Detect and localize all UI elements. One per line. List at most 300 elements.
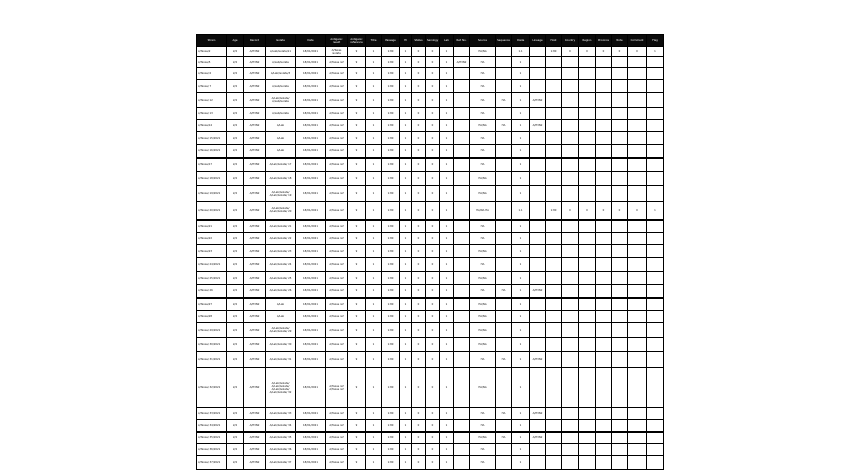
table-cell: 9 [348,456,366,470]
table-cell: A/Texas/ 30/2021 [197,338,227,352]
table-cell: A/H3N2 [244,338,266,352]
table-cell [647,186,664,202]
table-cell [628,298,647,311]
table-cell: A/Lab/Isolate [266,108,296,120]
table-cell [612,57,628,68]
table-cell: A/Texas/ 12 [197,93,227,108]
table-row [197,420,664,432]
table-cell [530,186,546,202]
table-cell: 1:80 [382,80,400,93]
table-cell [562,158,579,172]
table-row [197,220,664,233]
table-cell: 1 [400,432,412,444]
table-cell: 1 [440,132,454,145]
table-cell: 9 [348,298,366,311]
table-cell: 0 [426,352,440,368]
table-cell: HA [496,285,512,298]
table-cell: HA/NA [470,298,496,311]
table-cell [647,272,664,285]
table-cell: HA [470,80,496,93]
table-cell: 1 [440,368,454,408]
table-cell [647,285,664,298]
table-cell: A/Lab/Isolate/ 30 [266,338,296,352]
table-cell: 1 [512,352,530,368]
table-cell [628,233,647,245]
table-cell [562,233,579,245]
table-cell [496,368,512,408]
table-body [197,47,664,470]
table-cell: 1 [440,68,454,80]
table-cell [546,172,562,186]
table-cell: 0 [426,186,440,202]
table-cell: 18/01/2021 [296,80,326,93]
table-cell: 1 [440,456,454,470]
table-cell: A/Texas ref [326,285,348,298]
table-cell: 1:80 [382,172,400,186]
table-cell: A/Lab [266,132,296,145]
table-cell: 0 [412,444,426,456]
table-cell: 18/01/2021 [296,245,326,258]
table-cell: 1:80 [382,420,400,432]
table-cell [454,272,470,285]
table-cell [612,245,628,258]
table-cell [628,120,647,132]
table-cell [546,108,562,120]
table-cell: A/Texas/ 32/2021 [197,368,227,408]
table-cell: 1:80 [382,432,400,444]
table-cell: 1 [366,108,382,120]
table-cell: 18/01/2021 [296,368,326,408]
table-cell: 1 [400,285,412,298]
table-cell: HA/NA [470,338,496,352]
table-row [197,456,664,470]
table-cell: A/Lab/Isolate/ 25 [266,272,296,285]
column-header: HI [400,35,412,47]
table-cell [612,120,628,132]
column-header: Date [296,35,326,47]
table-cell: A/Lab/Isolate [266,57,296,68]
table-cell: 1 [512,432,530,444]
table-cell: 9 [348,47,366,57]
table-cell: A/Texas ref [326,80,348,93]
table-cell [562,220,579,233]
table-cell [628,245,647,258]
table-cell [612,311,628,323]
table-cell: 1 [440,272,454,285]
table-cell: 1 [366,456,382,470]
table-row [197,57,664,68]
table-cell: 0 [412,352,426,368]
table-cell: 1 [366,368,382,408]
table-cell: 1 [366,172,382,186]
table-cell: 1 [366,47,382,57]
table-cell: A/Texas/23 [197,245,227,258]
table-cell: 18/01/2021 [296,220,326,233]
table-cell: 1 [440,258,454,272]
column-header: Record [244,35,266,47]
table-cell: 1 [512,408,530,420]
table-cell: 1 [440,233,454,245]
table-cell [562,258,579,272]
table-cell [546,408,562,420]
table-cell [496,172,512,186]
table-row [197,186,664,202]
table-cell: 2/4 [227,158,244,172]
table-row [197,272,664,285]
table-cell: A/Texas ref [326,352,348,368]
table-cell: 2/4 [227,68,244,80]
table-cell: 18/01/2021 [296,233,326,245]
table-cell [454,285,470,298]
table-cell: A/Texas/ 26 [197,285,227,298]
table-cell: A/Lab/Isolate/ A/Lab/Isolate/ 20 [266,202,296,220]
table-cell: 1 [512,80,530,93]
table-cell [628,68,647,80]
table-cell [546,338,562,352]
table-cell [579,258,596,272]
table-cell: A/Texas ref [326,220,348,233]
table-cell: A/H3N2 [244,80,266,93]
table-cell [596,272,612,285]
table-cell: 18/01/2021 [296,420,326,432]
table-cell [579,186,596,202]
table-cell: 18/01/2021 [296,47,326,57]
table-cell: 18/01/2021 [296,323,326,338]
table-cell [496,220,512,233]
table-row [197,323,664,338]
table-cell: 1 [512,272,530,285]
table-cell [596,220,612,233]
table-cell [628,323,647,338]
table-cell: 1 [366,68,382,80]
table-cell [496,145,512,158]
table-cell: HA [470,158,496,172]
table-header [197,35,664,47]
table-cell [562,272,579,285]
table-cell: 0 [426,108,440,120]
table-cell: A/Lab/Isolate/ 33 [266,408,296,420]
table-cell: A/Lab/Isolate/ A/Lab/Isolate/ A/Lab/Isolate/ A/Lab/Isolate/ 32 [266,368,296,408]
table-cell [647,68,664,80]
table-cell [579,338,596,352]
table-cell [596,408,612,420]
table-cell [612,432,628,444]
table-cell [628,258,647,272]
table-row [197,233,664,245]
table-cell: 1 [366,323,382,338]
table-cell: 2/4 [227,145,244,158]
table-cell: 0 [412,432,426,444]
table-cell [647,120,664,132]
table-cell: 0 [412,245,426,258]
table-cell: A/H3N2 [244,120,266,132]
table-cell: 1 [440,352,454,368]
table-cell: 0 [412,323,426,338]
table-cell: 0 [426,233,440,245]
table-cell: HA/NA [470,432,496,444]
table-cell: 1:80 [382,202,400,220]
table-cell: HA/NA [470,186,496,202]
table-cell: 1.1 [512,202,530,220]
table-cell [546,285,562,298]
table-cell: HA/NA [470,311,496,323]
table-cell [546,220,562,233]
table-cell: 18/01/2021 [296,298,326,311]
table-cell: HA/NA [470,47,496,57]
table-cell: 0 [426,158,440,172]
table-cell: A/H3N2 [244,172,266,186]
table-cell: A/Texas ref [326,57,348,68]
table-cell [454,47,470,57]
table-cell [496,311,512,323]
table-cell: 0 [412,68,426,80]
table-cell [596,57,612,68]
table-cell: 0 [426,145,440,158]
table-cell [579,432,596,444]
table-cell [647,132,664,145]
table-cell: A/Lab/Isolate/ 23 [266,245,296,258]
table-cell [562,120,579,132]
table-cell [496,272,512,285]
table-row [197,298,664,311]
table-cell: A/H3N2 [244,68,266,80]
table-cell: 1 [366,338,382,352]
table-cell [454,158,470,172]
column-header: Ref. No. [454,35,470,47]
table-cell [496,132,512,145]
table-cell: 1 [440,172,454,186]
table-cell [562,352,579,368]
table-cell: 1 [400,186,412,202]
table-cell [530,311,546,323]
column-header: Isolate [266,35,296,47]
table-cell [579,272,596,285]
table-cell: A/Texas ref [326,432,348,444]
data-table-container [196,34,663,470]
table-cell: 1 [400,80,412,93]
table-cell: A/Texas ref [326,245,348,258]
table-cell: A/Texas ref [326,311,348,323]
header-row [197,35,664,47]
table-cell: 0 [426,258,440,272]
table-cell: 18/01/2021 [296,285,326,298]
table-cell: 1 [400,220,412,233]
table-cell: 0 [426,245,440,258]
table-cell: A/Texas/ 24/2021 [197,258,227,272]
table-cell: 1 [400,68,412,80]
table-cell [596,298,612,311]
table-cell: 1 [647,47,664,57]
table-cell [496,420,512,432]
table-cell: 18/01/2021 [296,272,326,285]
table-cell [612,298,628,311]
data-table [196,34,664,470]
table-cell [562,368,579,408]
table-cell: 1 [366,57,382,68]
table-cell: 1 [366,420,382,432]
table-cell: 0 [579,202,596,220]
table-cell: 1 [366,272,382,285]
table-cell: A/Texas/ 15/2021 [197,132,227,145]
table-cell [496,158,512,172]
table-cell: A/Texas/ 13 [197,108,227,120]
table-cell [596,233,612,245]
table-cell: 9 [348,172,366,186]
table-cell: A/Texas ref [326,323,348,338]
table-cell: A/Texas ref [326,444,348,456]
column-header: Titre [366,35,382,47]
table-cell: A/Texas isolate [326,47,348,57]
table-cell: A/H3N2 [244,285,266,298]
table-row [197,93,664,108]
column-header: Age [227,35,244,47]
table-cell: 0 [562,47,579,57]
table-cell: 1:80 [382,456,400,470]
table-cell: A/Texas/ 25/2021 [197,272,227,285]
table-cell: 0 [426,311,440,323]
table-row [197,108,664,120]
table-cell [496,233,512,245]
table-cell: 18/01/2021 [296,352,326,368]
table-cell [546,145,562,158]
table-cell: HA/NA [470,172,496,186]
table-cell [628,311,647,323]
table-cell: A/Lab/Isolate/ 21 [266,220,296,233]
table-cell: A/H3N2 [244,368,266,408]
table-cell: A/Texas/ 19/2021 [197,186,227,202]
table-cell [647,323,664,338]
table-cell: 2/4 [227,186,244,202]
table-cell: A/Lab/Isolate/ A/Lab/Isolate/ 29 [266,323,296,338]
table-cell: 1 [366,145,382,158]
table-cell [647,233,664,245]
table-cell: A/Lab [266,145,296,158]
table-cell: 0 [426,57,440,68]
table-cell: 9 [348,408,366,420]
table-cell: 9 [348,120,366,132]
table-cell: 9 [348,432,366,444]
table-cell [596,93,612,108]
table-cell: 0 [612,47,628,57]
table-cell: 0 [412,57,426,68]
table-cell: 18/01/2021 [296,57,326,68]
table-cell: 1 [512,186,530,202]
table-cell: A/Texas ref [326,456,348,470]
table-cell: 0 [426,368,440,408]
table-cell: 1 [366,258,382,272]
table-cell [546,323,562,338]
table-cell: A/Lab/Isolate/ 17 [266,158,296,172]
table-cell: 1 [400,258,412,272]
table-cell [579,93,596,108]
table-cell: 2/4 [227,352,244,368]
table-cell: 1:80 [382,93,400,108]
table-cell [612,68,628,80]
table-cell [628,456,647,470]
table-cell: 0 [426,220,440,233]
table-cell: 2/4 [227,408,244,420]
table-cell [562,68,579,80]
table-cell [496,57,512,68]
table-cell: 0 [426,338,440,352]
table-cell: 2/4 [227,80,244,93]
table-cell: 1 [400,338,412,352]
table-cell [628,285,647,298]
table-cell: A/H3N2 [244,323,266,338]
table-cell [496,202,512,220]
table-row [197,368,664,408]
table-cell: 1:80 [382,120,400,132]
table-cell [579,285,596,298]
table-cell: 1 [440,420,454,432]
table-cell: 2/4 [227,444,244,456]
table-cell: 2/4 [227,311,244,323]
table-cell: 1 [440,323,454,338]
table-cell [596,186,612,202]
table-cell: 1 [512,285,530,298]
table-cell: 0 [579,47,596,57]
table-cell: 1 [400,202,412,220]
table-cell [562,408,579,420]
table-cell [596,338,612,352]
table-cell: HA/NA [470,368,496,408]
table-cell [596,285,612,298]
table-cell [546,258,562,272]
table-cell: 0 [628,202,647,220]
table-cell: A/H3N2 [244,298,266,311]
table-cell: A/Lab/Isolate/ 22 [266,233,296,245]
table-cell: 1 [440,57,454,68]
table-cell [596,80,612,93]
table-cell: 0 [612,202,628,220]
table-cell [596,132,612,145]
table-cell: 2/4 [227,432,244,444]
table-cell: 2/4 [227,132,244,145]
table-cell [612,220,628,233]
table-row [197,145,664,158]
table-cell [496,245,512,258]
table-cell: 9 [348,68,366,80]
table-cell [496,80,512,93]
table-cell [647,57,664,68]
table-cell: A/Texas/17 [197,158,227,172]
table-cell [562,57,579,68]
table-cell: A/Texas ref [326,158,348,172]
table-cell [546,57,562,68]
table-cell: 1 [366,233,382,245]
column-header: Strain [197,35,227,47]
table-cell: A/H3N2 [244,408,266,420]
table-cell: A/H3N2 [530,120,546,132]
table-cell: 18/01/2021 [296,202,326,220]
table-cell [579,352,596,368]
table-cell [454,311,470,323]
table-cell [454,108,470,120]
table-cell: 18/01/2021 [296,68,326,80]
table-cell: 1 [440,158,454,172]
table-cell [628,80,647,93]
table-cell: 1 [512,368,530,408]
table-cell [454,456,470,470]
table-cell: 0 [412,368,426,408]
table-cell [612,108,628,120]
table-cell: HA [470,93,496,108]
table-cell: 0 [412,108,426,120]
table-cell: 0 [412,172,426,186]
table-cell: 1 [400,456,412,470]
table-cell: 0 [412,420,426,432]
table-cell: 0 [426,408,440,420]
